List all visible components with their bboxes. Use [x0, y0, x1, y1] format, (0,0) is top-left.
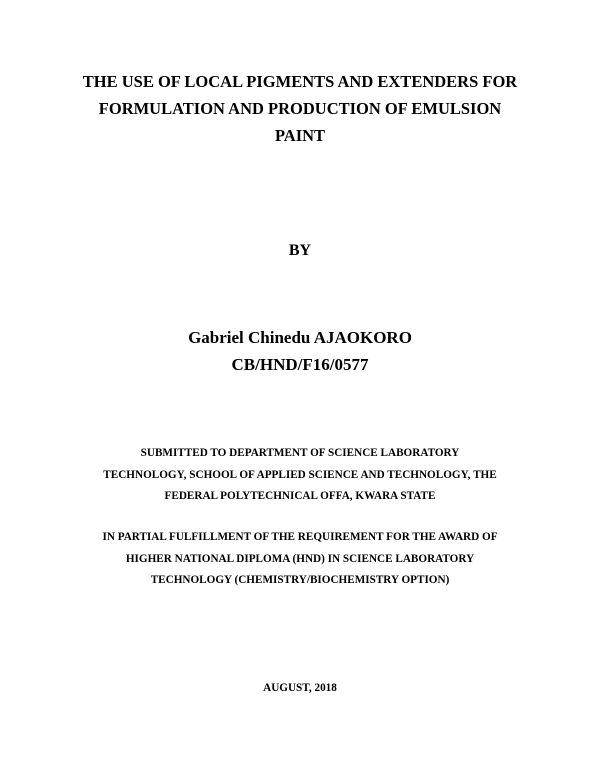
fulfillment-line-3: TECHNOLOGY (CHEMISTRY/BIOCHEMISTRY OPTION) [150, 574, 450, 586]
submission-line-1: SUBMITTED TO DEPARTMENT OF SCIENCE LABORATORY [140, 447, 460, 459]
title-line-2: FORMULATION AND PRODUCTION OF EMULSION [98, 99, 502, 118]
submission-line-2: TECHNOLOGY, SCHOOL OF APPLIED SCIENCE AND TECHNOLOGY, THE [103, 468, 497, 481]
matric-number: CB/HND/F16/0577 [231, 355, 369, 374]
author-section [0, 324, 600, 378]
date-text: AUGUST, 2018 [263, 682, 337, 694]
author-name: Gabriel Chinedu AJAOKORO [188, 328, 412, 347]
fulfillment-line-2: HIGHER NATIONAL DIPLOMA (HND) IN SCIENCE LABORATORY [125, 552, 475, 565]
fulfillment-statement [0, 527, 600, 592]
submission-line-3: FEDERAL POLYTECHNICAL OFFA, KWARA STATE [164, 490, 436, 502]
fulfillment-line-1: IN PARTIAL FULFILLMENT OF THE REQUIREMENT FOR THE AWARD OF [102, 531, 498, 543]
title-line-1: THE USE OF LOCAL PIGMENTS AND EXTENDERS FOR [82, 72, 518, 91]
submission-date [0, 678, 600, 698]
by-section [0, 240, 600, 262]
by-label: BY [288, 242, 312, 259]
document-title [0, 68, 600, 149]
submission-statement [0, 443, 600, 508]
title-line-3: PAINT [274, 126, 326, 145]
